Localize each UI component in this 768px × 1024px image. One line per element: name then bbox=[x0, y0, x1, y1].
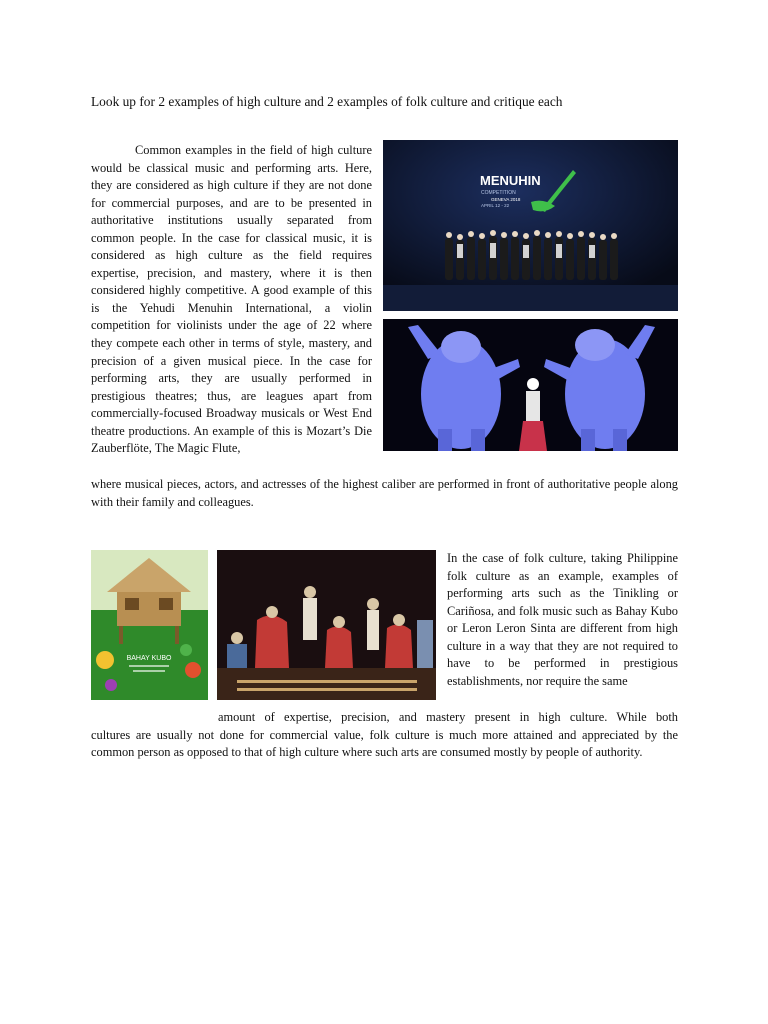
folk-culture-continued-rest: cultures are usually not done for commercial value, folk culture is much more attained and appreciated by the common person as opposed to that of high culture where such arts are consumed mostly by people of authority. bbox=[91, 727, 678, 760]
tinikling-performance-photo bbox=[217, 550, 436, 700]
menuhin-logo-title: MENUHIN bbox=[480, 173, 541, 188]
menuhin-logo-sub: COMPETITION bbox=[481, 190, 516, 196]
high-culture-paragraph: Common examples in the field of high culture would be classical music and performing arts. Here, they are considered as high culture if they are not done for commercial purposes, and are to be presented in authoritative institutions usually separated from common people. In the case for classical music, it is considered as high culture as the field requires expertise, precision, and mastery, where it is then considered highly competitive. A good example of this is the Yehudi Menuhin International, a violin competition for violinists under the age of 22 where they compete each other in terms of style, mastery, and precision of a given musical piece. In the case for performing arts, they are usually performed in prestigious theatres; thus, are leagues apart from commercially-focused Broadway musicals or West End theatre productions. An example of this is Mozart’s Die Zauberflöte, The Magic Flute, bbox=[91, 143, 372, 456]
bahay-kubo-poster bbox=[91, 550, 208, 700]
menuhin-logo-dates: APRIL 12 - 22 bbox=[481, 203, 510, 208]
high-culture-paragraph-continued: where musical pieces, actors, and actresses of the highest caliber are performed in front of authoritative people along with their family and colleagues. bbox=[91, 477, 678, 509]
bahay-kubo-title: BAHAY KUBO bbox=[126, 655, 172, 662]
magic-flute-photo bbox=[383, 319, 678, 451]
menuhin-logo-place: GENEVA 2018 bbox=[491, 197, 521, 202]
folk-culture-paragraph: In the case of folk culture, taking Philippine folk culture as an example, examples of performing arts such as the Tinikling or Cariñosa, and folk music such as Bahay Kubo or Leron Leron Sinta are different from high culture in a way that they are not required to have to be performed in prestigious establishments, nor require the same bbox=[447, 551, 678, 688]
folk-culture-continued-first-line: amount of expertise, precision, and mastery present in high culture. While both bbox=[218, 710, 678, 724]
menuhin-competition-photo bbox=[383, 140, 678, 311]
page-title: Look up for 2 examples of high culture and 2 examples of folk culture and critique each bbox=[91, 94, 563, 109]
folk-culture-paragraph-continued bbox=[91, 709, 678, 762]
